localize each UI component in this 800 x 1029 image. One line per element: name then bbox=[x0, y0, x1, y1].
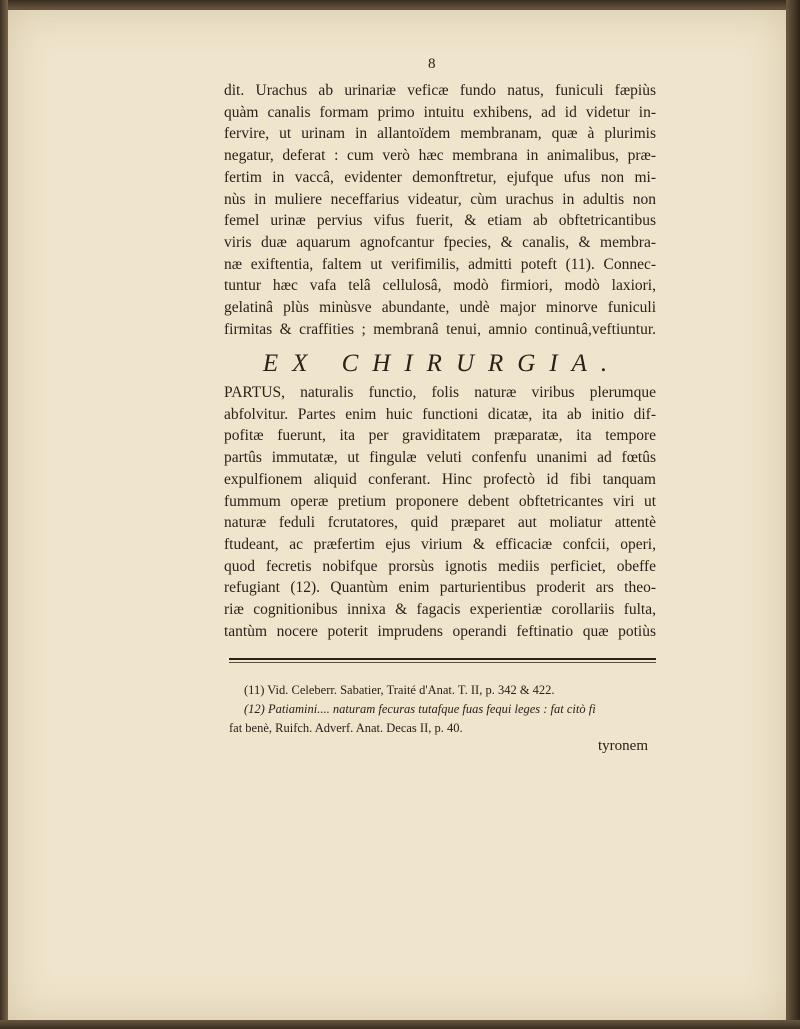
footnote-12-line-2: fat benè, Ruifch. Adverf. Anat. Decas II, p. 40. bbox=[229, 721, 463, 735]
page-left-edge bbox=[0, 0, 8, 1029]
paragraph-urachus-line: fertim in vaccâ, evidenter demonftretur, ejufque ufus non mi- bbox=[224, 168, 656, 186]
catchword: tyronem bbox=[598, 738, 648, 754]
paragraph-partus-line: ftudeant, ac præfertim ejus virium & efficaciæ confcii, operi, bbox=[224, 535, 656, 553]
paragraph-partus-line: abfolvitur. Partes enim huic functioni dicatæ, ita ab initio dif- bbox=[224, 405, 656, 423]
paragraph-urachus-line: quàm canalis formam primo intuitu exhibens, ad id videtur in- bbox=[224, 103, 656, 121]
paragraph-urachus-line: negatur, deferat : cum verò hæc membrana in animalibus, præ- bbox=[224, 147, 656, 165]
paragraph-urachus-line: firmitas & craffities ; membranâ tenui, amnio continuâ,veftiuntur. bbox=[224, 320, 656, 338]
footnote-rule bbox=[229, 658, 656, 660]
paragraph-urachus-line: tuntur hæc vafa telâ cellulosâ, modò firmiori, modò laxiori, bbox=[224, 277, 656, 295]
page-number: 8 bbox=[428, 56, 436, 72]
footnote-11: (11) Vid. Celeberr. Sabatier, Traité d'Anat. T. II, p. 342 & 422. bbox=[244, 683, 555, 697]
paragraph-partus-line: fummum operæ pretium proponere debent obftetricantes viri ut bbox=[224, 492, 656, 510]
paragraph-partus-line: naturæ feduli fcrutatores, quid præparet aut moliatur attentè bbox=[224, 514, 656, 532]
paragraph-urachus-line: gelatinâ plùs minùsve abundante, undè major minorve funiculi bbox=[224, 299, 656, 317]
paragraph-urachus-line: nùs in muliere neceffarius videatur, cùm urachus in adultis non bbox=[224, 190, 656, 208]
paragraph-partus-line: riæ cognitionibus innixa & fagacis experientiæ corollariis fulta, bbox=[224, 601, 656, 619]
paragraph-partus-line: quod fecretis nobifque prorsùs ignotis mediis perficiet, obeffe bbox=[224, 557, 656, 575]
paragraph-partus-line: expulfionem aliquid conferant. Hinc profectò id fibi tanquam bbox=[224, 470, 656, 488]
book-spine bbox=[786, 0, 800, 1029]
paragraph-urachus-line: femel urinæ pervius vifus fuerit, & etiam ab obftetricantibus bbox=[224, 212, 656, 230]
section-heading: EX CHIRURGIA. bbox=[262, 350, 622, 377]
paragraph-partus-line: refugiant (12). Quantùm enim parturientibus proderit ars theo- bbox=[224, 579, 656, 597]
paragraph-partus-line: PARTUS, naturalis functio, folis naturæ viribus plerumque bbox=[224, 384, 656, 401]
paragraph-partus-line: tantùm nocere poterit imprudens operandi feftinatio quæ potiùs bbox=[224, 622, 656, 640]
paragraph-urachus-line: næ exiftentia, faltem ut verifimilis, admitti poteft (11). Connec- bbox=[224, 255, 656, 273]
page-top-edge bbox=[0, 0, 800, 10]
paragraph-urachus-line: viris duæ aquarum agnofcantur fpecies, & canalis, & membra- bbox=[224, 233, 656, 251]
paragraph-urachus-line: fervire, ut urinam in allantoïdem membranam, quæ à plurimis bbox=[224, 125, 656, 143]
page-bottom-edge bbox=[0, 1020, 800, 1029]
footnote-12-line-1: (12) Patiamini.... naturam fecuras tutafque fuas fequi leges : fat citò fi bbox=[244, 702, 596, 716]
paragraph-partus-line: pofitæ fuerunt, ita per graviditatem præparatæ, ita tempore bbox=[224, 427, 656, 445]
paragraph-partus bbox=[224, 382, 656, 642]
paragraph-urachus bbox=[224, 80, 656, 340]
paragraph-partus-line: partûs immutatæ, ut fingulæ veluti confenfu unanimi ad fœtûs bbox=[224, 449, 656, 467]
paragraph-urachus-line: dit. Urachus ab urinariæ veficæ fundo natus, funiculi fæpiùs bbox=[224, 82, 656, 99]
footnote-rule-thin bbox=[229, 662, 656, 663]
